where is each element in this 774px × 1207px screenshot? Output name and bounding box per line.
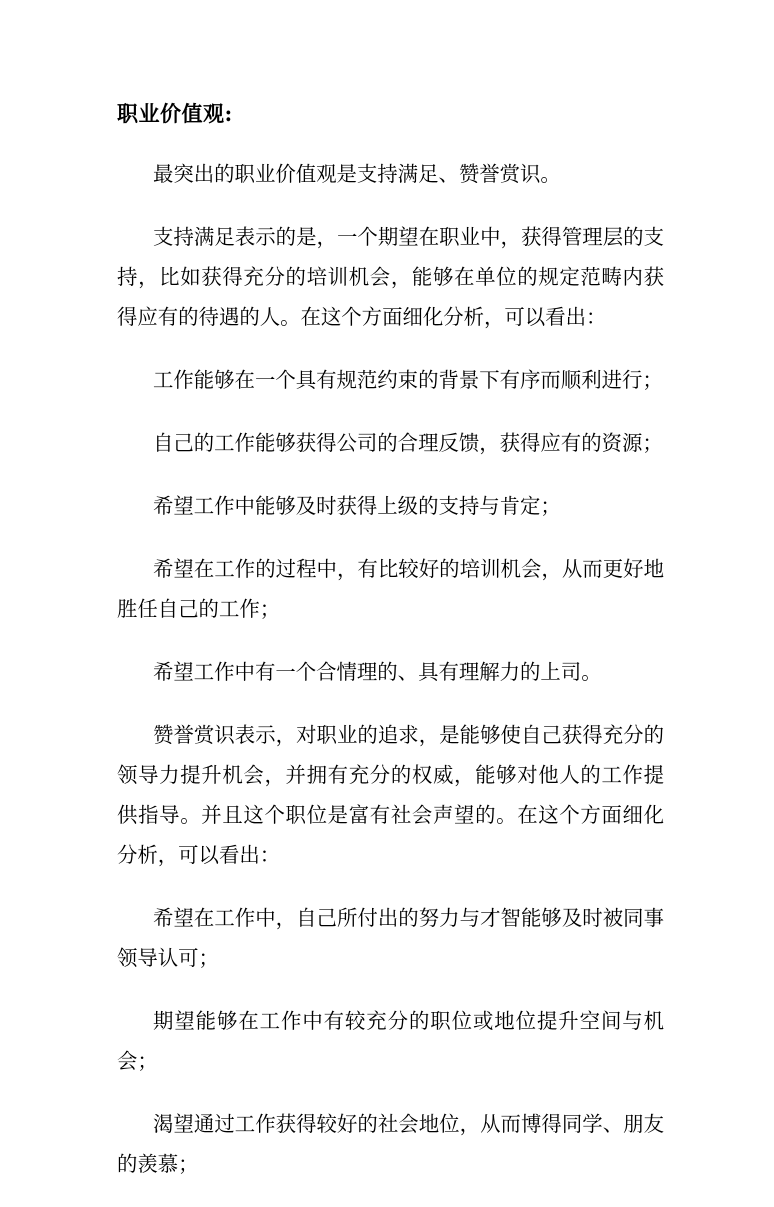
paragraph: 希望工作中有一个合情理的、具有理解力的上司。 [153,660,602,684]
paragraph: 赞誉赏识表示，对职业的追求，是能够使自己获得充分的领导力提升机会，并拥有充分的权威，能够对他人的工作提供指导。并且这个职位是富有社会声望的。在这个方面细化分析，可以看出： [117,723,664,867]
paragraph: 希望在工作中，自己所付出的努力与才智能够及时被同事领导认可； [117,906,664,970]
document-body [117,154,664,1207]
paragraph: 期望能够在工作中有较充分的职位或地位提升空间与机会； [117,1009,664,1073]
paragraph: 支持满足表示的是，一个期望在职业中，获得管理层的支持，比如获得充分的培训机会，能够在单位的规定范畴内获得应有的待遇的人。在这个方面细化分析，可以看出： [117,225,664,329]
paragraph: 最突出的职业价值观是支持满足、赞誉赏识。 [153,162,561,186]
paragraph: 希望工作中能够及时获得上级的支持与肯定； [153,494,561,518]
page-title: 职业价值观: [117,101,233,126]
paragraph: 自己的工作能够获得公司的合理反馈，获得应有的资源； [153,431,663,455]
paragraph: 渴望通过工作获得较好的社会地位，从而博得同学、朋友的羡慕； [117,1112,664,1176]
paragraph: 工作能够在一个具有规范约束的背景下有序而顺利进行； [153,368,663,392]
paragraph: 希望在工作的过程中，有比较好的培训机会，从而更好地胜任自己的工作； [117,557,664,621]
